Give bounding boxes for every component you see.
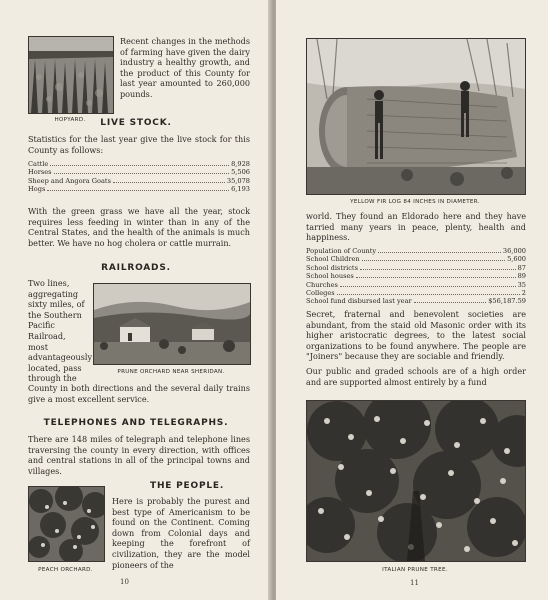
table-row: [306, 247, 526, 255]
societies-paragraph: Secret, fraternal and benevolent societies are abundant, from the staid old Masonic order with its higher aristocratic degrees, to the latest social organizations to be found anywhere. The people are "Joiners" because they are sociable and friendly.: [306, 309, 526, 362]
page-number-right: 11: [410, 579, 419, 587]
continued-paragraph: world. They found an Eldorado here and they have tarried many years in peace, plenty, health and happiness.: [306, 211, 526, 243]
fir-log-photo: [306, 38, 526, 195]
stat-label: Churches: [306, 280, 338, 289]
stat-value: 2: [521, 289, 526, 298]
table-row: [28, 177, 250, 185]
stat-value: 35,078: [226, 176, 250, 185]
page-number-left: 10: [120, 578, 129, 586]
right-page: [276, 0, 548, 600]
railroads-text-narrow: Two lines, aggregating sixty miles, of the Southern Pacific Railroad, most advantageously located, pass through the: [28, 278, 93, 384]
table-row: [28, 168, 250, 176]
stat-value: 8,928: [231, 160, 250, 168]
stat-label: Population of County: [306, 247, 377, 255]
telephones-heading: TELEPHONES AND TELEGRAPHS.: [43, 418, 229, 428]
stat-label: Horses: [28, 168, 52, 177]
table-row: [306, 297, 526, 305]
stat-value: $56,187.59: [488, 297, 526, 306]
livestock-table: [28, 160, 250, 194]
stat-value: 35: [517, 280, 526, 289]
stat-label: Colleges: [306, 289, 335, 298]
stat-value: 87: [517, 263, 526, 272]
peach-orchard-caption: PEACH ORCHARD.: [38, 567, 93, 573]
table-row: [306, 255, 526, 263]
stat-label: Sheep and Angora Goats: [28, 176, 111, 185]
left-page: [0, 0, 272, 600]
schools-paragraph: Our public and graded schools are of a high order and are supported almost entirely by a fund: [306, 366, 526, 387]
stat-value: 5,506: [231, 168, 250, 177]
dairy-paragraph: Recent changes in the methods of farming have given the dairy industry a healthy growth, and the product of this County for last year amounted to 260,000 pounds.: [120, 36, 250, 99]
stat-label: School fund disbursed last year: [306, 297, 412, 306]
hopyard-photo: [28, 36, 114, 114]
telephones-paragraph: There are 148 miles of telegraph and telephone lines traversing the county in every direction, with offices and central stations in all of the principal towns and villages.: [28, 434, 250, 476]
table-row: [306, 272, 526, 280]
table-row: [306, 264, 526, 272]
county-stats-table: [306, 247, 526, 306]
stat-label: Hogs: [28, 185, 46, 194]
fir-log-caption: YELLOW FIR LOG 84 INCHES IN DIAMETER.: [350, 199, 480, 205]
italian-prune-tree-caption: ITALIAN PRUNE TREE.: [382, 567, 448, 573]
table-row: [306, 281, 526, 289]
railroads-heading: RAILROADS.: [101, 263, 171, 273]
stat-value: 6,193: [231, 185, 250, 194]
stat-label: School districts: [306, 263, 358, 272]
livestock-intro: Statistics for the last year give the live stock for this County as follows:: [28, 134, 250, 155]
stat-value: 5,600: [507, 255, 526, 264]
stat-label: School Children: [306, 255, 360, 264]
hopyard-caption: HOPYARD.: [54, 117, 86, 123]
people-heading: THE PEOPLE.: [150, 481, 225, 491]
italian-prune-tree-photo: [306, 400, 526, 562]
stat-value: 36,000: [502, 247, 526, 255]
railroads-text-full: County in both directions and the several daily trains give a most excellent service.: [28, 383, 250, 404]
livestock-closing: With the green grass we have all the year, stock requires less feeding in winter than in any of the Central States, and the health of the animals is much better. We have no hog cholera or cattle murrain.: [28, 206, 250, 248]
livestock-heading: LIVE STOCK.: [100, 118, 172, 128]
people-paragraph: Here is probably the purest and best type of Americanism to be found on the Continent. Coming down from Colonial days and keeping the forefront of civilization, they are the model pioneers of the: [112, 496, 250, 570]
table-row: [306, 289, 526, 297]
prune-orchard-sheridan-caption: PRUNE ORCHARD NEAR SHERIDAN.: [117, 369, 225, 375]
stat-value: 89: [517, 272, 526, 281]
table-row: [28, 160, 250, 168]
stat-label: School houses: [306, 272, 354, 281]
stat-label: Cattle: [28, 160, 49, 168]
peach-orchard-photo: [28, 486, 105, 562]
table-row: [28, 185, 250, 193]
prune-orchard-sheridan-photo: [93, 283, 251, 365]
